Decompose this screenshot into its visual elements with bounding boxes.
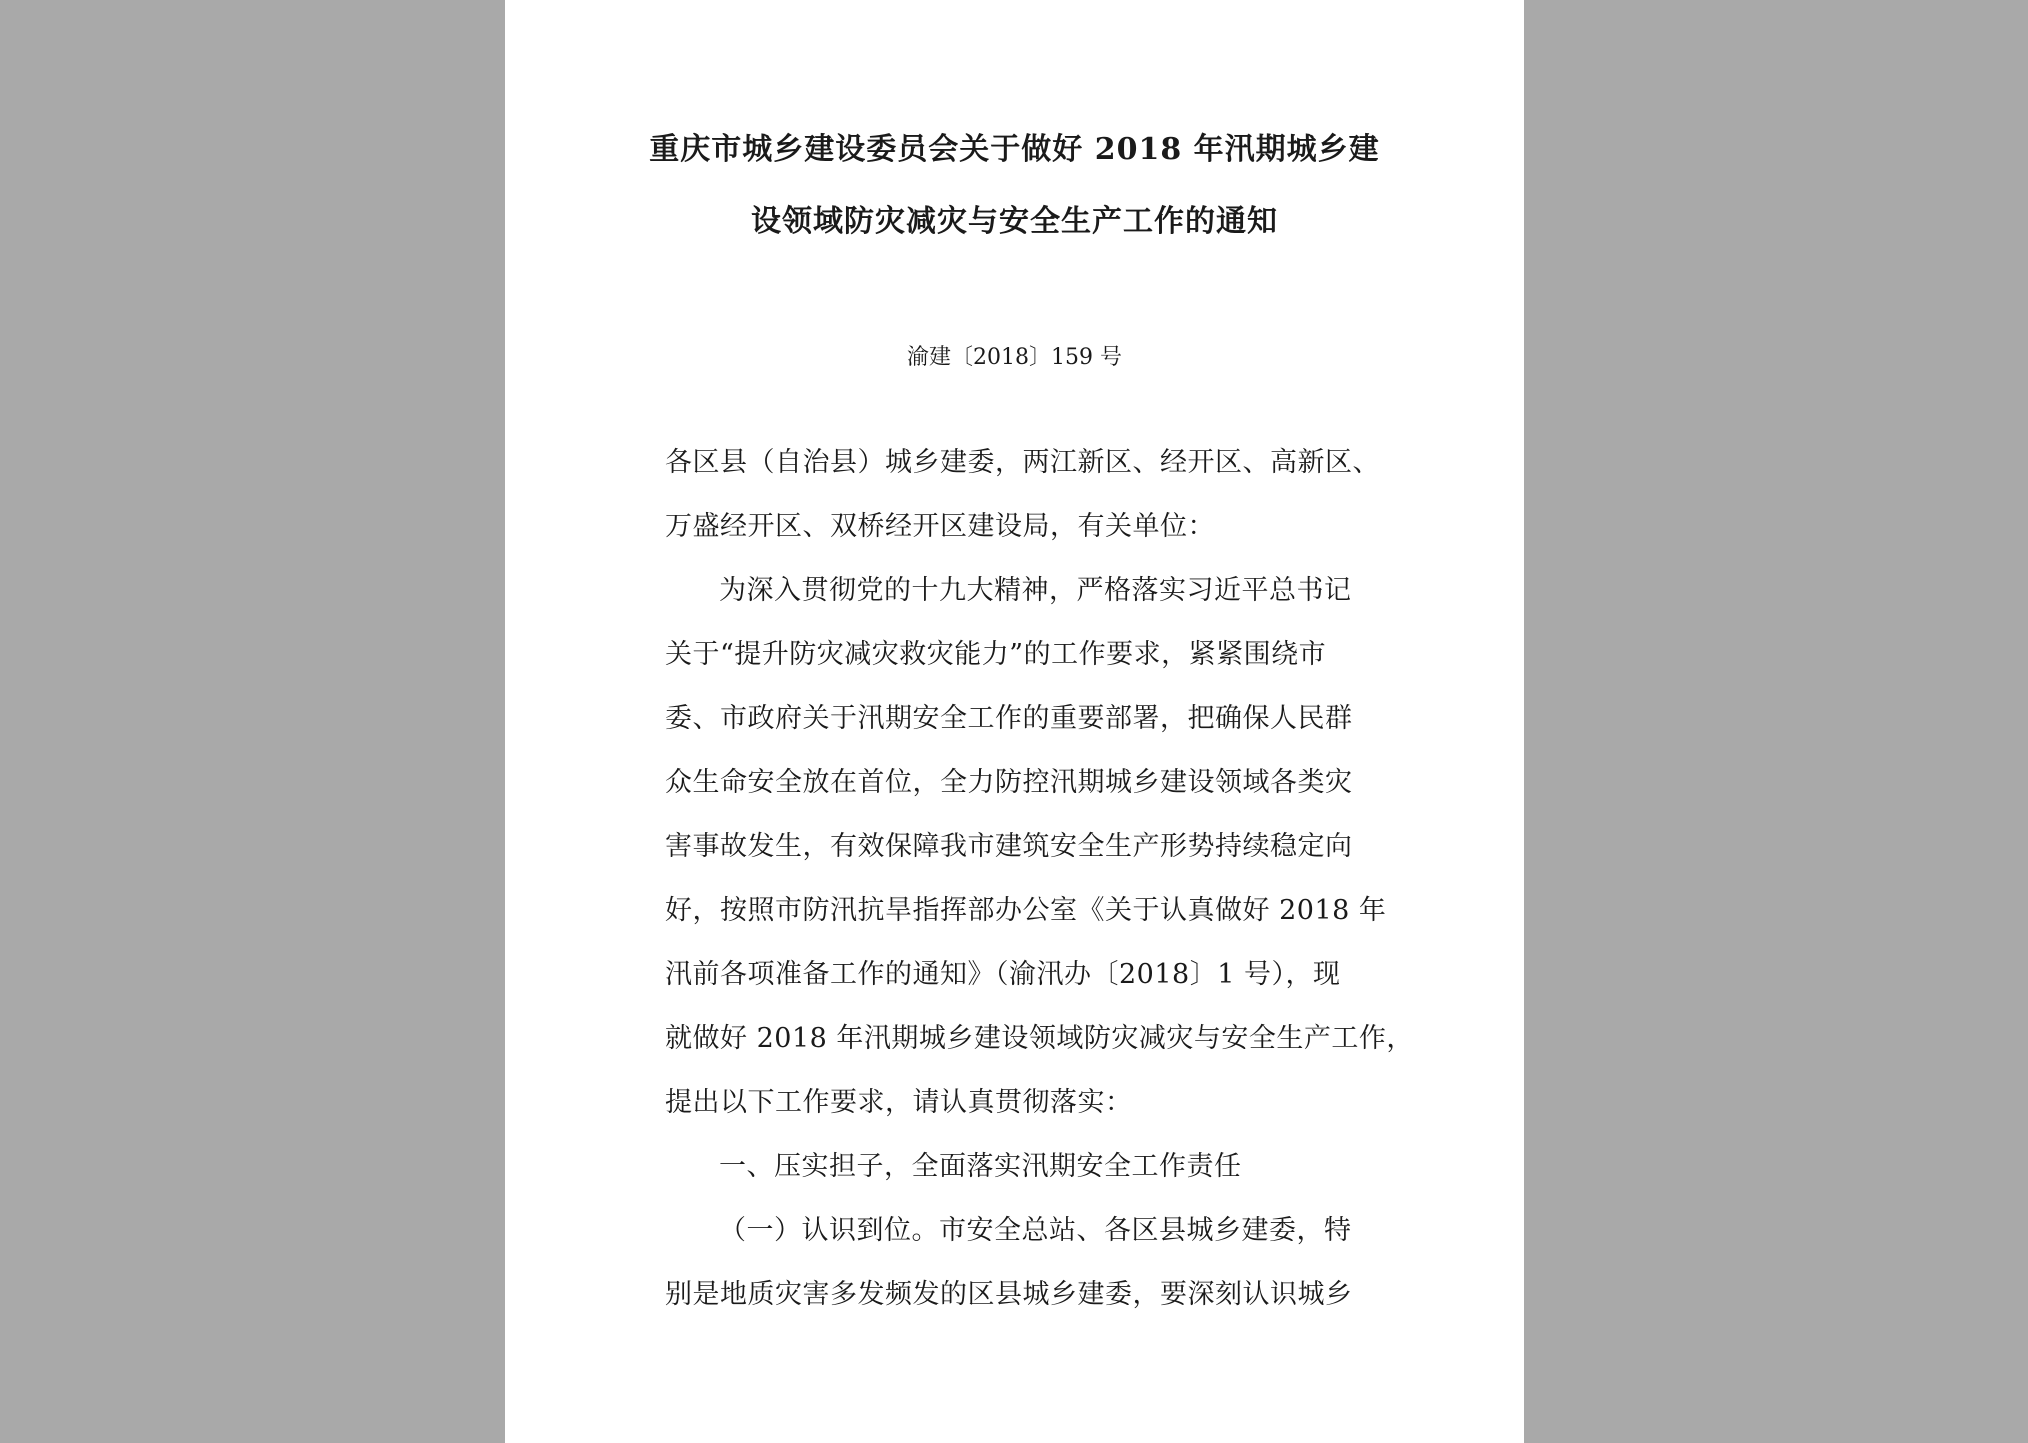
body-line: （一）认识到位。市安全总站、各区县城乡建委，特	[719, 1215, 1352, 1246]
body-line: 提出以下工作要求，请认真贯彻落实：	[665, 1087, 1133, 1118]
body-line: 好，按照市防汛抗旱指挥部办公室《关于认真做好 2018 年	[665, 895, 1387, 926]
body-line: 别是地质灾害多发频发的区县城乡建委，要深刻认识城乡	[665, 1279, 1353, 1310]
document-title-line-2: 设领域防灾减灾与安全生产工作的通知	[751, 204, 1278, 239]
document-number: 渝建〔2018〕159 号	[907, 345, 1122, 370]
section-heading: 一、压实担子，全面落实汛期安全工作责任	[719, 1151, 1242, 1182]
body-line: 众生命安全放在首位，全力防控汛期城乡建设领域各类灾	[665, 767, 1353, 798]
body-line: 各区县（自治县）城乡建委，两江新区、经开区、高新区、	[665, 447, 1380, 478]
body-line: 就做好 2018 年汛期城乡建设领域防灾减灾与安全生产工作，	[665, 1023, 1414, 1054]
body-line: 汛前各项准备工作的通知》（渝汛办〔2018〕1 号），现	[665, 959, 1341, 990]
body-line: 害事故发生，有效保障我市建筑安全生产形势持续稳定向	[665, 831, 1353, 862]
document-title-line-1: 重庆市城乡建设委员会关于做好 2018 年汛期城乡建	[649, 132, 1380, 167]
document-page	[505, 0, 1524, 1443]
body-line: 关于“提升防灾减灾救灾能力”的工作要求，紧紧围绕市	[665, 639, 1327, 670]
body-line: 为深入贯彻党的十九大精神，严格落实习近平总书记	[719, 575, 1352, 606]
body-line: 委、市政府关于汛期安全工作的重要部署，把确保人民群	[665, 703, 1353, 734]
body-line: 万盛经开区、双桥经开区建设局，有关单位：	[665, 511, 1215, 542]
